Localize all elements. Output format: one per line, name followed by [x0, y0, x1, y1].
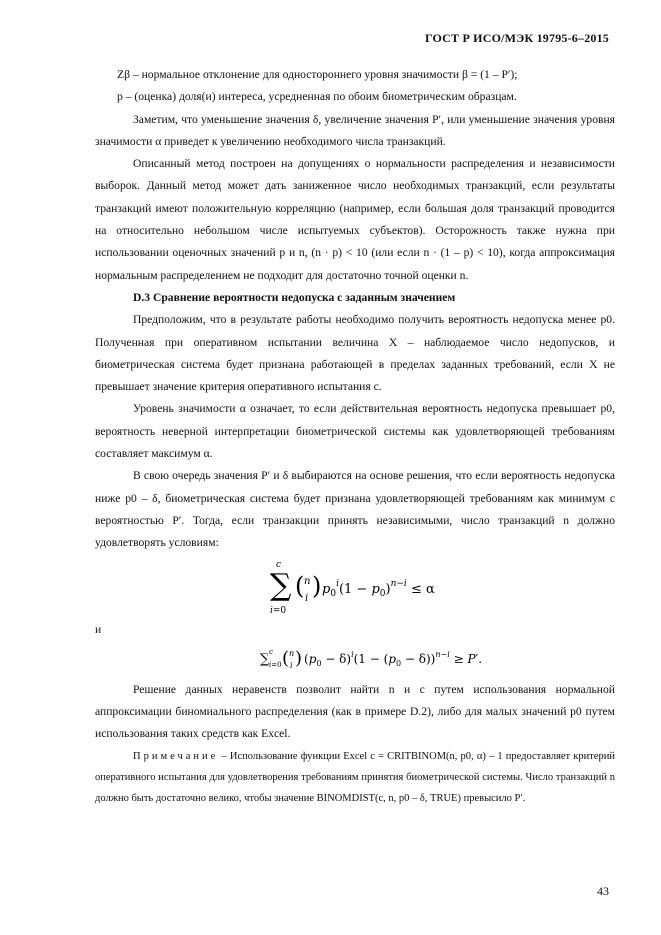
formula-2-graphic	[260, 643, 510, 675]
paragraph-significance-level: Уровень значимости α означает, то если действительная вероятность недопуска превышает p0, вероятность неверной интерпретации биометрической системы как удовлетворяющей требованиям составляет максимум α.	[95, 402, 615, 461]
svg-text:): )	[295, 647, 303, 669]
paragraph-conditions: В свою очередь значения P′ и δ выбираются на основе решения, что если вероятность недопуска ниже p0 – δ, биометрическая система будет признана удовлетворяющей требованиям как минимум с вероятностью P′. Тогда, если транзакции принять независимыми, число транзакций n должно удовлетворять условиям:	[95, 469, 615, 550]
svg-text:): )	[312, 571, 322, 600]
document-body	[95, 64, 615, 809]
paragraph-note-on-parameters: Заметим, что уменьшение значения δ, увеличение значения P′, или уменьшение значения уровня значимости α приведет к увеличению необходимого числа транзакций.	[95, 112, 615, 148]
document-header: ГОСТ Р ИСО/МЭК 19795-6–2015	[424, 31, 609, 45]
definition-z-beta: Zβ – нормальное отклонение для одностороннего уровня значимости β = (1 – P′);	[117, 68, 518, 81]
svg-text:(: (	[295, 571, 305, 600]
paragraph-solution: Решение данных неравенств позволит найти n и c путем использования нормальной аппроксимации биномиального распределения (как в примере D.2), либо для малых значений p0 путем использования таких средств как Excel.	[95, 682, 615, 741]
formula-1-graphic	[270, 559, 460, 617]
section-heading-d3: D.3 Сравнение вероятности недопуска с заданным значением	[133, 290, 456, 304]
svg-text:i=0: i=0	[269, 660, 282, 669]
definition-p: p – (оценка) доля(и) интереса, усредненная по обоим биометрическим образцам.	[117, 90, 517, 104]
svg-text:i=0: i=0	[270, 605, 287, 616]
paragraph-method-assumptions: Описанный метод построен на допущениях о нормальности распределения и независимости выборок. Данный метод может дать заниженное число необходимых транзакций, если результаты транзакций имеют положительную корреляцию (например, если большая доля транзакций проводится на относительно небольшом числе испытуемых субъектов). Осторожность также нужна при использовании оценочных значений p и n, (n · p) < 10 (или если n · (1 – p) < 10), когда аппроксимация нормальным распределением не подходит для достаточно точной оценки n.	[95, 157, 615, 282]
conjunction-and: и	[95, 622, 102, 636]
page-number: 43	[597, 884, 609, 898]
svg-text:p0i(1 − p0)n−i ≤ α: $p_0^i(1 - p_0)^{n-i} \le \alpha$	[322, 578, 435, 599]
note-text: – Использование функции Excel c = CRITBINOM(n, p0, α) – 1 предоставляет критерий оперативного испытания для удовлетворения требованиям принятия биометрической системы. Число транзакций n должно быть достаточно велико, чтобы значение BINOMDIST(c, n, p0 – δ, TRUE) превысило P′.	[95, 750, 615, 804]
svg-text:(: (	[282, 647, 290, 669]
svg-text:∑: ∑	[260, 651, 270, 667]
note-label: Примечание	[133, 750, 219, 762]
svg-text:∑: ∑	[270, 567, 292, 603]
note-block	[95, 746, 615, 809]
formula-inequality-2	[155, 641, 615, 677]
svg-text:n: n	[289, 648, 295, 658]
paragraph-assumption: Предположим, что в результате работы необходимо получить вероятность недопуска менее p0. Полученная при оперативном испытании величина X – наблюдаемое число недопусков, и биометрическая система будет признана работающей в пределах заданных требований, если X не превышает значение критерия оперативного испытания c.	[95, 313, 615, 394]
svg-text:c: c	[276, 559, 282, 570]
svg-text:i: i	[290, 660, 293, 670]
svg-text:n: n	[304, 575, 311, 587]
svg-text:(p0 − δ)i(1 − (p0 − δ))n−i ≥ P: $(p_0 - \delta)^i(1 - (p_0 - \delta))^{n-i} \ge P'$.	[304, 649, 483, 668]
svg-text:i: i	[305, 592, 309, 604]
formula-inequality-1	[115, 559, 615, 617]
svg-text:c: c	[269, 647, 273, 656]
